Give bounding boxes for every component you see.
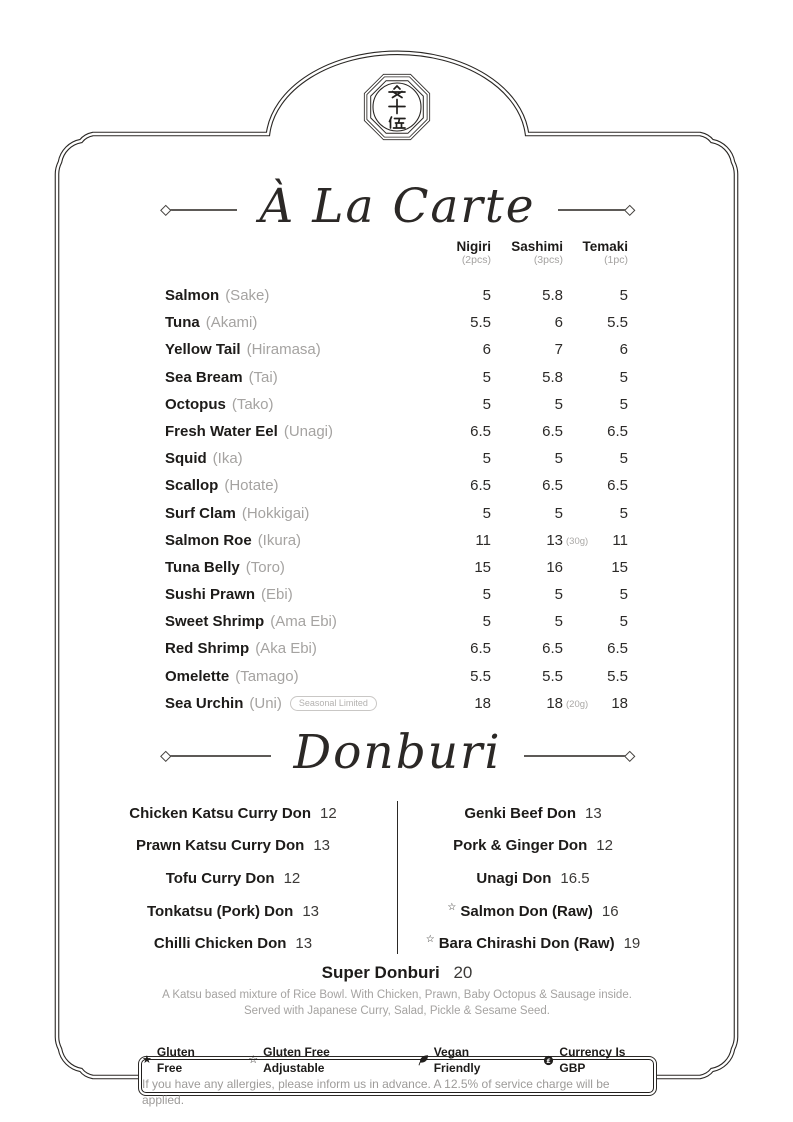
item-name-cell [165, 532, 433, 549]
item-japanese-name: (Unagi) [283, 422, 334, 440]
price-cell: 6.5 [607, 640, 628, 658]
item-name-cell [165, 559, 433, 576]
menu-item-row [165, 341, 628, 368]
donburi-item [369, 927, 697, 960]
donburi-item-price: 13 [313, 837, 331, 855]
item-name: Sushi Prawn [165, 586, 256, 604]
donburi-item-price: 12 [283, 869, 301, 887]
donburi-item [97, 797, 369, 830]
item-japanese-name: (Hokkigai) [241, 504, 310, 522]
item-name-cell [165, 613, 433, 630]
alacarte-title: À La Carte [259, 178, 536, 234]
price-cell: 6.5 [470, 640, 491, 658]
item-name-cell [165, 695, 433, 712]
menu-item-row [165, 532, 628, 559]
donburi-title: Donburi [293, 724, 502, 780]
donburi-item [97, 927, 369, 960]
donburi-item-name: Prawn Katsu Curry Don [135, 837, 305, 855]
item-name: Yellow Tail [165, 341, 241, 359]
column-header-nigiri: Nigiri (2pcs) [456, 239, 491, 266]
donburi-item-name: Tonkatsu (Pork) Don [146, 902, 294, 920]
price-cell: 11 [612, 531, 628, 549]
footer-box-inner [141, 1045, 654, 1107]
price-cell: 7 [554, 341, 563, 359]
item-name-cell [165, 287, 433, 304]
price-cell: 6.5 [542, 640, 563, 658]
price-cell: 5.5 [470, 667, 491, 685]
menu-item-row [165, 695, 628, 722]
menu-item-row [165, 586, 628, 613]
menu-item-row [165, 505, 628, 532]
legend-item [142, 1044, 222, 1076]
menu-item-row [165, 396, 628, 423]
diamond-icon [624, 205, 635, 216]
legend-row [142, 1044, 653, 1076]
price-cell: 6 [619, 341, 628, 359]
allergy-note: If you have any allergies, please inform us in advance. A 12.5% of service charge will be applied. [142, 1077, 610, 1107]
donburi-item-price: 13 [295, 935, 313, 953]
price-cell: 5 [554, 586, 563, 604]
item-name-cell [165, 450, 433, 467]
menu-item-row [165, 287, 628, 314]
item-name-cell [165, 586, 433, 603]
svg-text:£: £ [546, 1056, 552, 1065]
legend-label: Gluten Free [156, 1045, 195, 1075]
item-japanese-name: (Akami) [205, 314, 258, 332]
super-donburi-name: Super Donburi [321, 963, 440, 982]
price-cell: 6 [554, 314, 563, 332]
price-cell: 5 [554, 450, 563, 468]
price-cell: 5 [482, 287, 491, 304]
price-cell: 5 [619, 450, 628, 468]
heading-rule-left [165, 755, 271, 757]
item-name-cell [165, 314, 433, 331]
item-name: Red Shrimp [165, 640, 250, 658]
column-divider [397, 801, 398, 954]
legend-item [543, 1044, 653, 1076]
price-cell: 6.5 [542, 422, 563, 440]
star-filled-icon: ★ [142, 1053, 152, 1066]
donburi-column-left [97, 797, 369, 960]
item-japanese-name: (Hotate) [224, 477, 279, 495]
donburi-item-name: Tofu Curry Don [165, 869, 275, 887]
donburi-heading [165, 724, 630, 784]
menu-item-row [165, 369, 628, 396]
price-cell: 16 [546, 558, 563, 576]
donburi-item-price: 12 [596, 837, 613, 855]
donburi-item-name: Pork & Ginger Don [453, 837, 588, 855]
menu-item-row [165, 423, 628, 450]
seasonal-badge: Seasonal Limited [290, 696, 377, 711]
donburi-item-name: Genki Beef Don [464, 804, 576, 822]
coin-icon [543, 1055, 554, 1066]
donburi-column-right [369, 797, 697, 960]
legend-label: Currency Is GBP [559, 1045, 626, 1075]
super-donburi-price: 20 [453, 963, 473, 982]
donburi-item-name: Chicken Katsu Curry Don [129, 804, 311, 822]
donburi-item-price: 13 [585, 804, 602, 822]
price-cell: 5 [482, 450, 491, 468]
item-name: Salmon Roe [165, 531, 252, 549]
item-name: Salmon [165, 287, 220, 304]
price-cell: 5 [482, 368, 491, 386]
price-cell: 5 [482, 504, 491, 522]
super-donburi-description: A Katsu based mixture of Rice Bowl. With Chicken, Prawn, Baby Octopus & Sausage inside. Served with Japanese Curry, Salad, Pickle & Sesame Seed. [162, 989, 632, 1017]
item-name-cell [165, 640, 433, 657]
price-cell: 5.5 [470, 314, 491, 332]
item-name: Octopus [165, 395, 226, 413]
diamond-icon [160, 205, 171, 216]
price-cell: 5 [619, 287, 628, 304]
item-name-cell [165, 505, 433, 522]
header-spacer [165, 239, 433, 267]
donburi-item [369, 895, 697, 928]
weight-note: (30g) [566, 536, 589, 548]
item-name-cell [165, 396, 433, 413]
donburi-item-name: Salmon Don (Raw) [460, 902, 593, 920]
donburi-item [369, 862, 697, 895]
price-cell: 15 [474, 558, 491, 576]
legend-label: Gluten Free Adjustable [263, 1045, 330, 1075]
item-name-cell [165, 341, 433, 358]
price-cell: 18 [474, 694, 491, 712]
menu-item-row [165, 477, 628, 504]
item-japanese-name: (Uni) [249, 694, 282, 712]
diamond-icon [160, 751, 171, 762]
item-name: Sea Bream [165, 368, 243, 386]
price-cell: 5 [619, 395, 628, 413]
donburi-item-price: 13 [302, 902, 320, 920]
diamond-icon [624, 751, 635, 762]
price-cell: 6.5 [607, 422, 628, 440]
price-columns-header [165, 239, 628, 267]
donburi-item [97, 895, 369, 928]
donburi-item-price: 12 [320, 804, 337, 822]
legend-label: Vegan Friendly [433, 1045, 481, 1075]
legend-item [248, 1044, 391, 1076]
price-cell: 5 [482, 586, 491, 604]
menu-item-row [165, 668, 628, 695]
weight-note: (20g) [566, 699, 589, 711]
item-name-cell [165, 477, 433, 494]
heading-rule-left [165, 209, 237, 211]
price-cell: 5 [619, 504, 628, 522]
price-cell: 5 [619, 368, 628, 386]
price-cell: 6.5 [542, 477, 563, 495]
donburi-item-price: 16 [601, 902, 619, 920]
price-cell: 5 [554, 395, 563, 413]
item-name-cell [165, 369, 433, 386]
menu-item-row [165, 640, 628, 667]
item-japanese-name: (Tako) [231, 395, 274, 413]
column-header-sashimi: Sashimi (3pcs) [511, 239, 563, 266]
price-cell: 13 (30g) [546, 531, 589, 549]
item-name: Tuna [165, 314, 200, 332]
menu-item-row [165, 559, 628, 586]
item-japanese-name: (Ikura) [257, 531, 302, 549]
donburi-item-price: 19 [623, 935, 641, 953]
star-outline-icon: ☆ [248, 1053, 259, 1066]
menu-item-row [165, 613, 628, 640]
donburi-item [369, 830, 697, 863]
price-cell: 6.5 [470, 477, 491, 495]
item-japanese-name: (Ebi) [261, 586, 293, 604]
footer-box [138, 1045, 657, 1107]
item-name: Fresh Water Eel [165, 422, 278, 440]
donburi-item [97, 830, 369, 863]
price-cell: 5 [619, 613, 628, 631]
gf-adjustable-star-icon: ☆ [425, 934, 435, 946]
menu-item-row [165, 314, 628, 341]
item-japanese-name: (Toro) [245, 558, 285, 576]
leaf-icon [418, 1054, 429, 1066]
item-japanese-name: (Tai) [248, 368, 278, 386]
column-header-temaki: Temaki (1pc) [582, 239, 628, 266]
price-cell: 18 [611, 694, 628, 712]
item-japanese-name: (Hiramasa) [246, 341, 321, 359]
legend-item [418, 1044, 518, 1076]
donburi-item-name: Chilli Chicken Don [153, 935, 287, 953]
heading-rule-right [558, 209, 630, 211]
item-name: Tuna Belly [165, 558, 240, 576]
item-japanese-name: (Ika) [212, 450, 243, 468]
item-japanese-name: (Aka Ebi) [255, 640, 317, 658]
price-cell: 6 [482, 341, 491, 359]
item-name-cell [165, 668, 433, 685]
item-name: Omelette [165, 667, 230, 685]
alacarte-heading [165, 178, 630, 238]
price-cell: 11 [475, 531, 491, 549]
price-cell: 5.8 [542, 287, 563, 304]
donburi-item-price: 16.5 [560, 869, 590, 887]
item-name: Sea Urchin [165, 694, 244, 712]
donburi-item-name: Unagi Don [476, 869, 552, 887]
menu-item-row [165, 450, 628, 477]
price-cell: 5.5 [607, 314, 628, 332]
item-name-cell [165, 423, 433, 440]
price-cell: 5.8 [542, 368, 563, 386]
price-cell: 15 [611, 558, 628, 576]
item-name: Scallop [165, 477, 219, 495]
item-japanese-name: (Tamago) [235, 667, 299, 685]
price-cell: 6.5 [470, 422, 491, 440]
price-cell: 5.5 [542, 667, 563, 685]
super-donburi [97, 963, 697, 1019]
item-japanese-name: (Ama Ebi) [270, 613, 337, 631]
donburi-item-name: Bara Chirashi Don (Raw) [438, 935, 615, 953]
price-cell: 5 [482, 395, 491, 413]
item-name: Surf Clam [165, 504, 236, 522]
item-name: Sweet Shrimp [165, 613, 265, 631]
price-cell: 6.5 [607, 477, 628, 495]
item-japanese-name: (Sake) [225, 287, 270, 304]
donburi-item [369, 797, 697, 830]
alacarte-rows [165, 287, 628, 722]
price-cell: 18 (20g) [546, 694, 589, 712]
donburi-item [97, 862, 369, 895]
price-cell: 5 [619, 586, 628, 604]
price-cell: 5.5 [607, 667, 628, 685]
item-name: Squid [165, 450, 207, 468]
price-cell: 5 [482, 613, 491, 631]
gf-adjustable-star-icon: ☆ [447, 901, 457, 913]
heading-rule-right [524, 755, 630, 757]
price-cell: 5 [554, 504, 563, 522]
price-cell: 5 [554, 613, 563, 631]
